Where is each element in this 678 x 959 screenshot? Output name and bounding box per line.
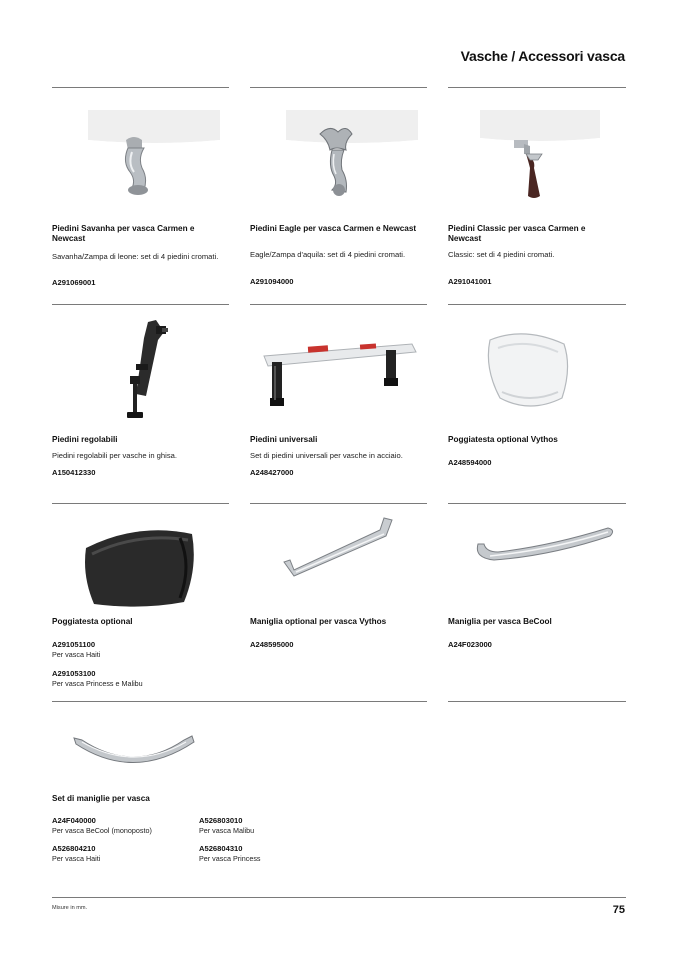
universal-feet-icon xyxy=(262,326,418,416)
footer-note: Misure in mm. xyxy=(52,905,88,911)
divider xyxy=(448,304,626,305)
product-title: Piedini regolabili xyxy=(52,435,118,444)
product-image-adjustable xyxy=(100,316,192,426)
product-description: Savanha/Zampa di leone: set di 4 piedini cromati. xyxy=(52,252,219,261)
product-title: Piedini universali xyxy=(250,435,318,444)
product-description: Piedini regolabili per vasche in ghisa. xyxy=(52,451,177,460)
product-variant-note: Per vasca Haiti xyxy=(52,650,101,659)
page-title: Vasche / Accessori vasca xyxy=(460,48,625,64)
divider xyxy=(52,701,427,702)
product-code: A248427000 xyxy=(250,468,294,477)
product-code: A291053100 xyxy=(52,669,96,678)
adjustable-foot-icon xyxy=(100,316,192,426)
product-image-arc-handle xyxy=(72,730,196,770)
product-image-headrest-black xyxy=(80,514,200,610)
classic-foot-icon xyxy=(480,110,600,200)
product-description: Eagle/Zampa d'aquila: set di 4 piedini cromati. xyxy=(250,250,406,259)
product-variant-note: Per vasca BeCool (monoposto) xyxy=(52,826,152,835)
product-title: Piedini Classic per vasca Carmen e Newcast xyxy=(448,224,586,243)
product-image-straight-handle xyxy=(264,512,414,588)
product-code: A24F023000 xyxy=(448,640,492,649)
product-title: Maniglia optional per vasca Vythos xyxy=(250,617,387,626)
product-variant-note: Per vasca Princess e Malibu xyxy=(52,679,143,688)
product-description: Classic: set di 4 piedini cromati. xyxy=(448,250,555,259)
product-variant-note: Per vasca Haiti xyxy=(52,854,101,863)
product-code: A291041001 xyxy=(448,277,492,286)
claw-foot-eagle-icon xyxy=(286,110,418,200)
product-code: A291094000 xyxy=(250,277,294,286)
divider xyxy=(448,503,626,504)
product-image-headrest-vythos xyxy=(480,318,576,414)
divider xyxy=(250,304,427,305)
product-title: Maniglia per vasca BeCool xyxy=(448,617,552,626)
product-code: A291051100 xyxy=(52,640,96,649)
curved-handle-icon xyxy=(470,518,620,574)
divider xyxy=(52,304,229,305)
page-number: 75 xyxy=(612,904,625,916)
product-image-universal xyxy=(262,326,418,416)
product-variant-note: Per vasca Malibu xyxy=(199,826,255,835)
divider xyxy=(52,87,229,88)
divider xyxy=(448,701,626,702)
product-image-classic xyxy=(480,110,600,200)
product-image-curved-handle xyxy=(470,518,620,574)
product-code: A526804210 xyxy=(52,844,96,853)
claw-foot-savanha-icon xyxy=(88,110,220,200)
straight-handle-icon xyxy=(264,512,414,588)
product-description: Set di piedini universali per vasche in acciaio. xyxy=(250,451,403,460)
product-title: Poggiatesta optional Vythos xyxy=(448,435,558,444)
product-code: A150412330 xyxy=(52,468,96,477)
divider xyxy=(52,503,229,504)
divider xyxy=(250,87,427,88)
product-title: Piedini Savanha per vasca Carmen e Newcast xyxy=(52,224,195,243)
footer-divider xyxy=(52,897,626,898)
product-image-savanha xyxy=(88,110,220,200)
product-code: A248594000 xyxy=(448,458,492,467)
product-variant-note: Per vasca Princess xyxy=(199,854,261,863)
product-title: Piedini Eagle per vasca Carmen e Newcast xyxy=(250,224,417,233)
product-title: Set di maniglie per vasca xyxy=(52,794,150,803)
divider xyxy=(250,503,427,504)
product-code: A248595000 xyxy=(250,640,294,649)
product-code: A526803010 xyxy=(199,816,243,825)
product-code: A526804310 xyxy=(199,844,243,853)
black-headrest-icon xyxy=(80,514,200,610)
divider xyxy=(448,87,626,88)
product-code: A291069001 xyxy=(52,278,96,287)
product-image-eagle xyxy=(286,110,418,200)
arc-handle-icon xyxy=(72,730,196,770)
product-title: Poggiatesta optional xyxy=(52,617,133,626)
product-code: A24F040000 xyxy=(52,816,96,825)
white-headrest-icon xyxy=(480,318,576,414)
